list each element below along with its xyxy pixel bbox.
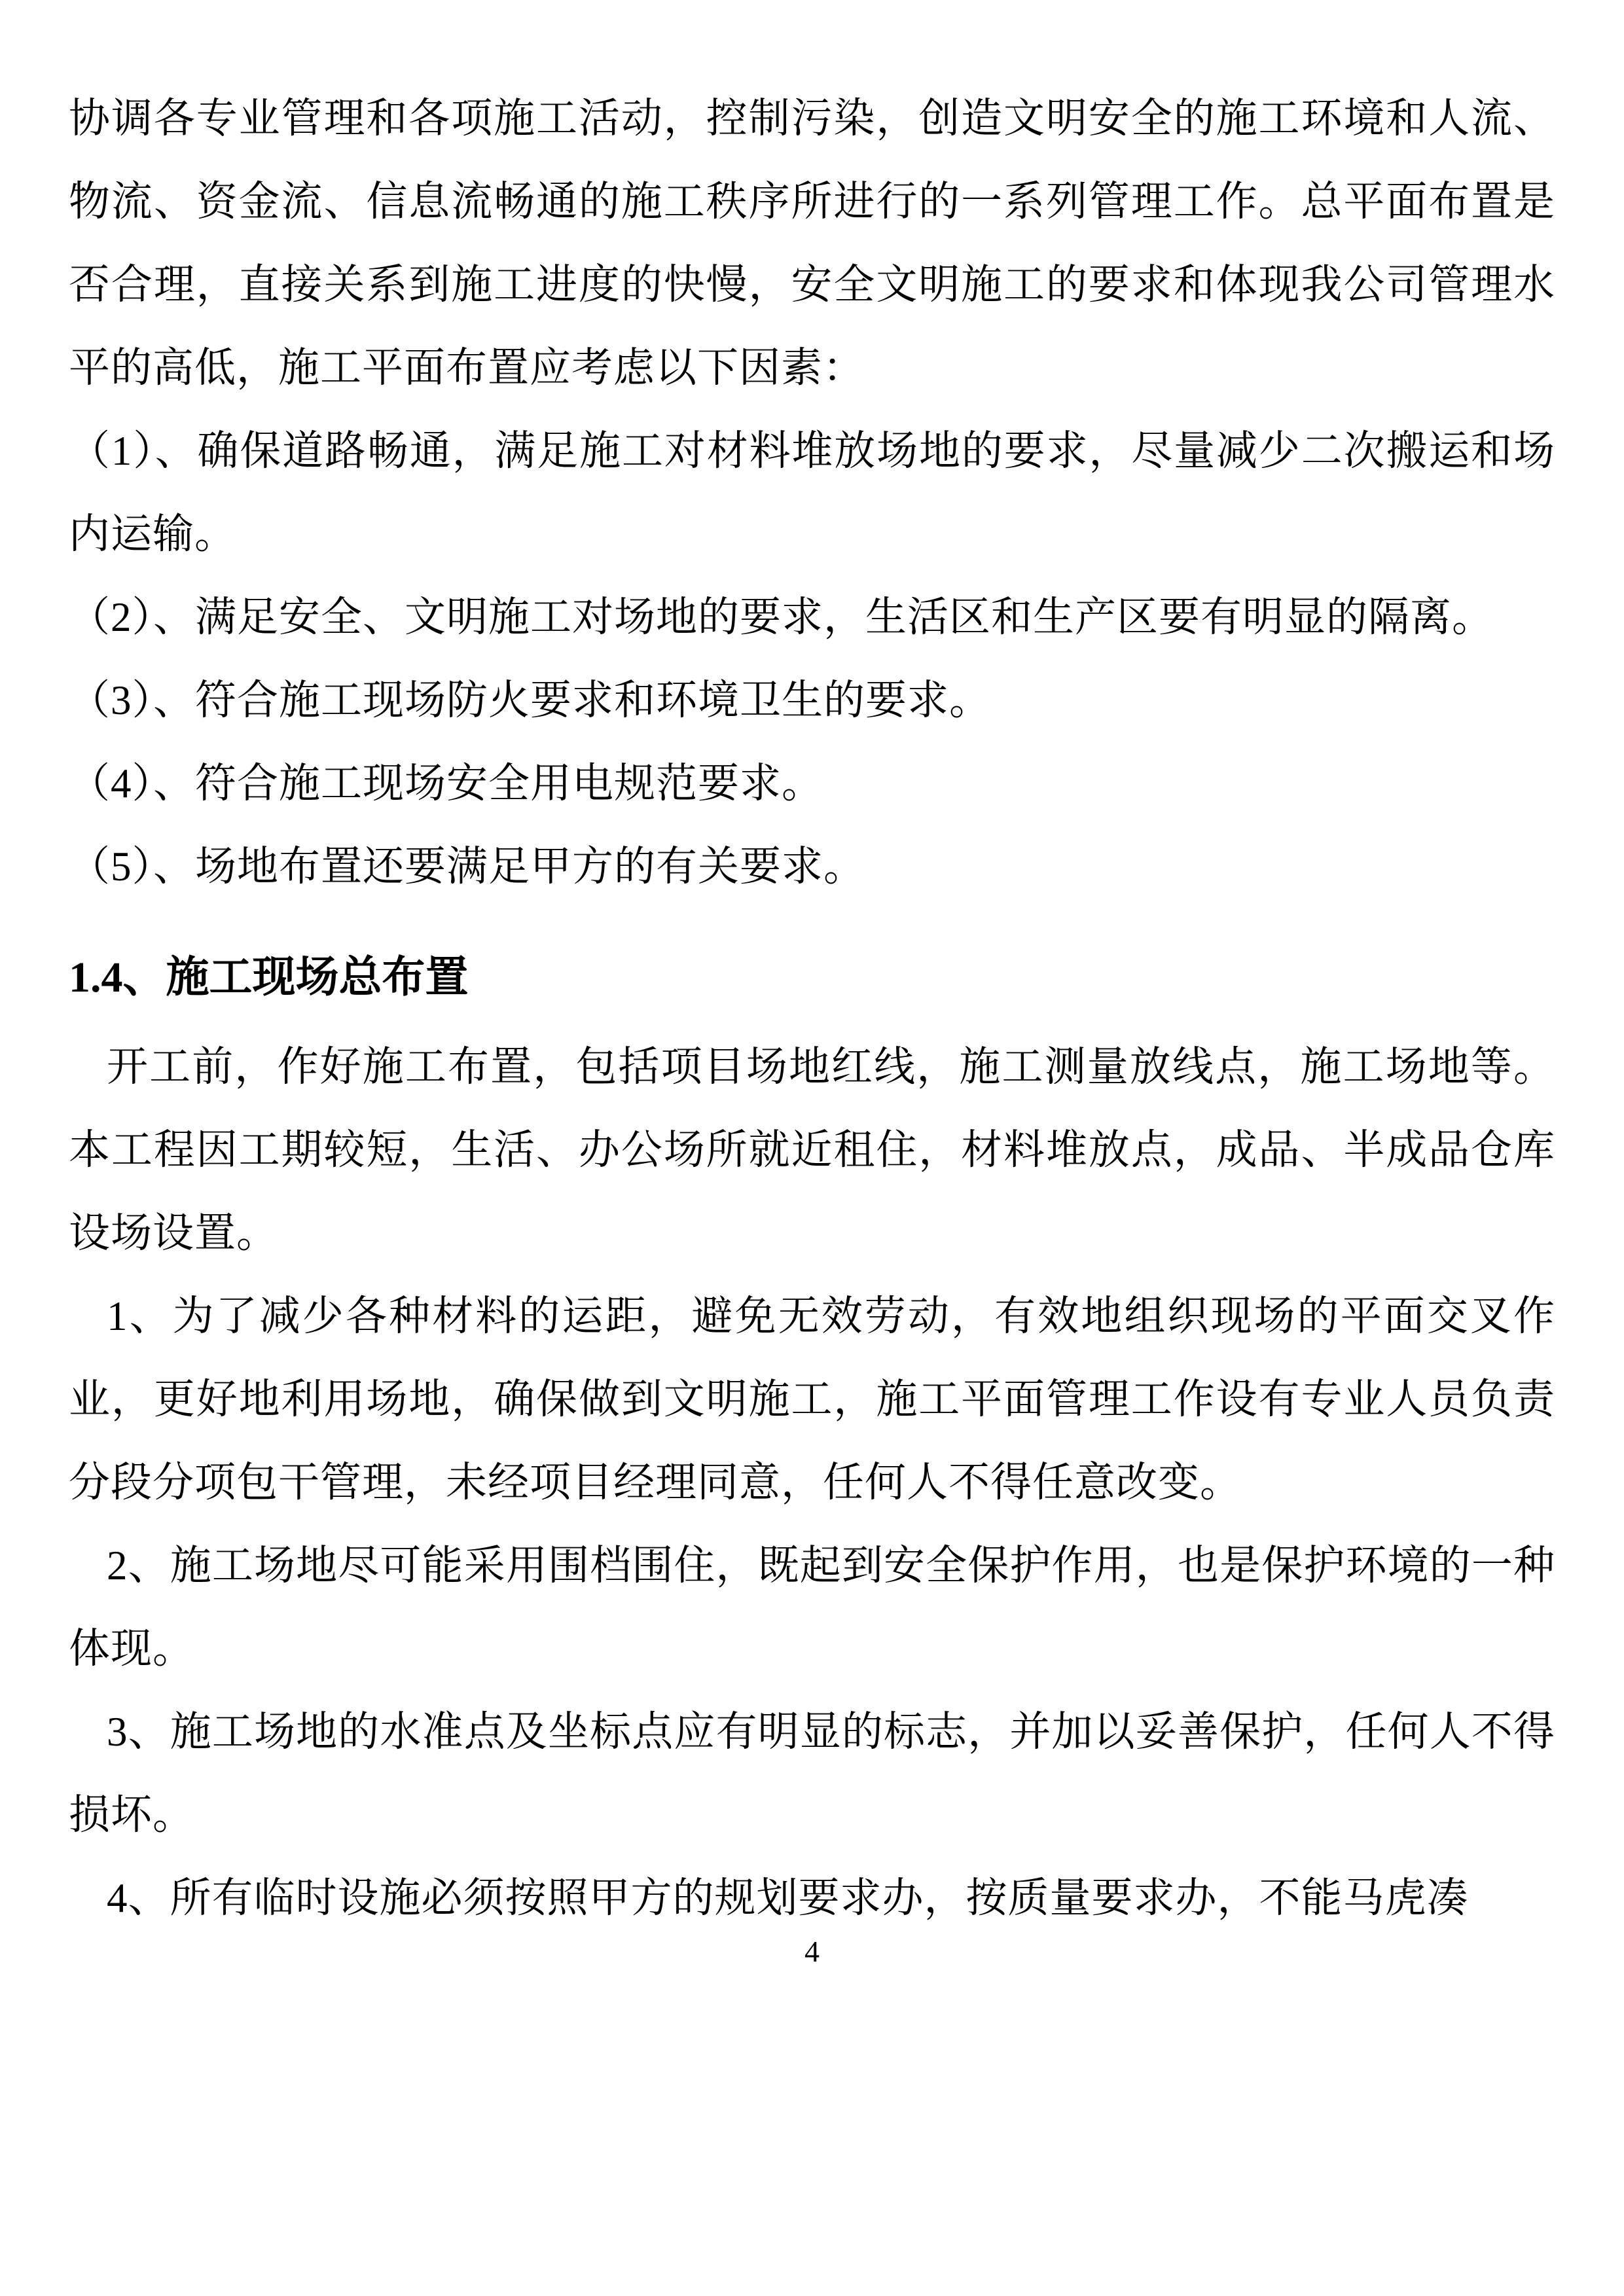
body-paragraph-intro: 协调各专业管理和各项施工活动，控制污染，创造文明安全的施工环境和人流、物流、资金流、信息流畅通的施工秩序所进行的一系列管理工作。总平面布置是否合理，直接关系到施工进度的快慢，安全文明施工的要求和体现我公司管理水平的高低，施工平面布置应考虑以下因素：	[69, 96, 1555, 391]
list-item-3: （3）、符合施工现场防火要求和环境卫生的要求。	[69, 677, 991, 723]
numbered-paragraph-2: 2、施工场地尽可能采用围档围住，既起到安全保护作用，也是保护环境的一种体现。	[69, 1543, 1555, 1672]
page-number: 4	[804, 1935, 820, 1968]
list-item-4: （4）、符合施工现场安全用电规范要求。	[69, 761, 823, 806]
section-heading-1-4: 1.4、施工现场总布置	[69, 954, 469, 1001]
document-content	[69, 77, 1555, 1940]
list-item-5: （5）、场地布置还要满足甲方的有关要求。	[69, 844, 865, 889]
numbered-paragraph-4: 4、所有临时设施必须按照甲方的规划要求办，按质量要求办，不能马虎凑	[107, 1875, 1469, 1921]
body-paragraph-site-layout: 开工前，作好施工布置，包括项目场地红线，施工测量放线点，施工场地等。本工程因工期较短，生活、办公场所就近租住，材料堆放点，成品、半成品仓库设场设置。	[69, 1044, 1555, 1256]
list-item-1: （1）、确保道路畅通，满足施工对材料堆放场地的要求，尽量减少二次搬运和场内运输。	[69, 428, 1555, 557]
list-item-2: （2）、满足安全、文明施工对场地的要求，生活区和生产区要有明显的隔离。	[69, 594, 1494, 640]
numbered-paragraph-3: 3、施工场地的水准点及坐标点应有明显的标志，并加以妥善保护，任何人不得损坏。	[69, 1709, 1555, 1838]
numbered-paragraph-1: 1、为了减少各种材料的运距，避免无效劳动，有效地组织现场的平面交叉作业，更好地利用场地，确保做到文明施工，施工平面管理工作设有专业人员负责分段分项包干管理，未经项目经理同意，任何人不得任意改变。	[69, 1293, 1555, 1505]
